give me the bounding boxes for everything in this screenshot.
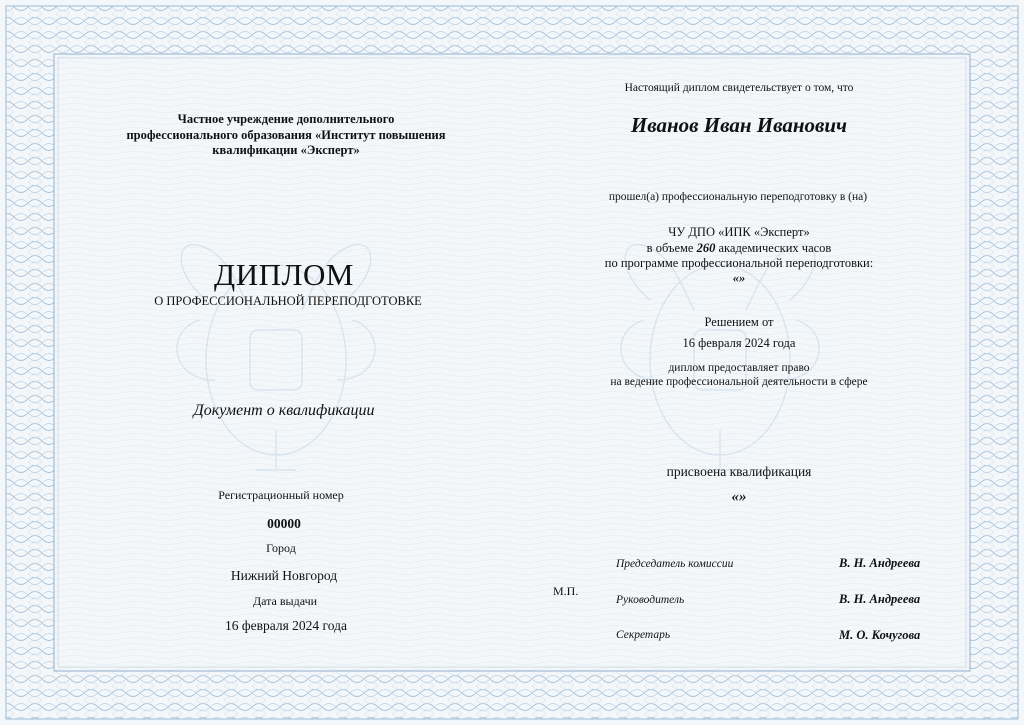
organization-short: ЧУ ДПО «ИПК «Эксперт»	[668, 225, 810, 239]
city-label: Город	[266, 541, 296, 555]
registration-label: Регистрационный номер	[218, 488, 344, 502]
signature-role-chairman: Председатель комиссии	[616, 558, 734, 570]
institution-line-3: квалификации «Эксперт»	[212, 143, 360, 157]
qualification-name: «»	[731, 489, 747, 505]
diploma-subtitle: О ПРОФЕССИОНАЛЬНОЙ ПЕРЕПОДГОТОВКЕ	[154, 294, 422, 308]
institution-line-2: профессионального образования «Институт повышения	[126, 128, 446, 142]
hours-prefix: в объеме	[646, 241, 697, 255]
issue-date-value: 16 февраля 2024 года	[225, 618, 347, 633]
passed-text: прошел(а) профессиональную переподготовку в (на)	[608, 191, 868, 203]
city-value: Нижний Новгород	[230, 568, 338, 583]
signature-name-chairman: В. Н. Андреева	[839, 556, 921, 570]
intro-text: Настоящий диплом свидетельствует о том, что	[624, 82, 854, 94]
decision-date: 16 февраля 2024 года	[682, 336, 796, 350]
program-name: «»	[732, 271, 746, 285]
signature-name-director: В. Н. Андреева	[839, 592, 921, 606]
signature-role-director: Руководитель	[616, 594, 685, 606]
stamp-place: М.П.	[553, 584, 579, 598]
signature-name-secretary: М. О. Кочугова	[839, 628, 921, 642]
holder-name: Иванов Иван Иванович	[630, 113, 848, 137]
hours-suffix: академических часов	[715, 241, 832, 255]
signature-role-secretary: Секретарь	[616, 629, 671, 641]
institution-line-1: Частное учреждение дополнительного	[177, 112, 395, 126]
right-line-1: диплом предоставляет право	[668, 362, 810, 374]
document-type: Документ о квалификации	[193, 402, 375, 419]
diploma-title: ДИПЛОМ	[214, 257, 354, 292]
program-label: по программе профессиональной переподготовки:	[604, 256, 874, 270]
qualification-label: присвоена квалификация	[666, 464, 812, 479]
hours-line	[647, 241, 832, 256]
registration-number: 00000	[267, 516, 301, 531]
hours-value: 260	[696, 241, 716, 255]
right-line-2: на ведение профессиональной деятельности в сфере	[610, 376, 868, 388]
issue-date-label: Дата выдачи	[252, 594, 318, 608]
decision-label: Решением от	[704, 315, 774, 329]
